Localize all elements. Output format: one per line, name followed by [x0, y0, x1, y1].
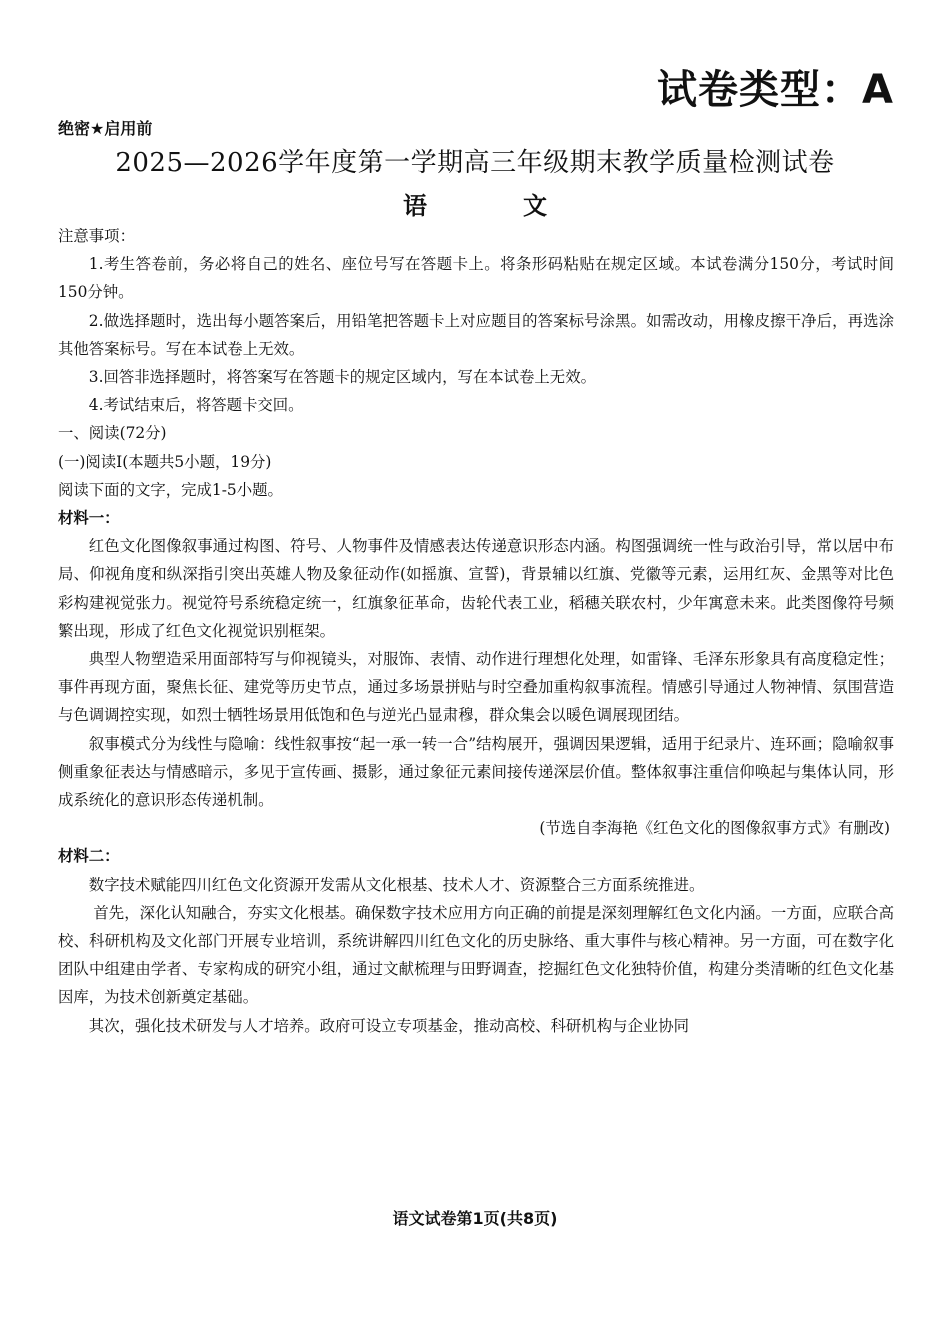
subject-char-1: 语	[403, 192, 427, 220]
section-part-heading: 一、阅读(72分)	[58, 424, 167, 443]
section-instruction: 阅读下面的文字，完成1-5小题。	[58, 480, 283, 499]
material-1-paragraph-3: 叙事模式分为线性与隐喻：线性叙事按“起一承一转一合”结构展开，强调因果逻辑，适用于纪录片、连环画；隐喻叙事侧重象征表达与情感暗示，多见于宣传画、摄影，通过象征元素间接传递深层价值。整体叙事注重信仰唤起与集体认同，形成系统化的意识形态传递机制。	[58, 734, 894, 810]
notice-item-4: 4.考试结束后，将答题卡交回。	[88, 396, 304, 415]
material-1-paragraph-2: 典型人物塑造采用面部特写与仰视镜头，对服饰、表情、动作进行理想化处理，如雷锋、毛泽东形象具有高度稳定性；事件再现方面，聚焦长征、建党等历史节点，通过多场景拼贴与时空叠加重构叙事流程。情感引导通过人物神情、氛围营造与色调调控实现，如烈士牺牲场景用低饱和色与逆光凸显肃穆，群众集会以暖色调展现团结。	[58, 650, 894, 725]
paper-type-label: 试卷类型：A	[657, 67, 894, 113]
notice-item-2: 2.做选择题时，选出每小题答案后，用铅笔把答题卡上对应题目的答案标号涂黑。如需改动，用橡皮擦干净后，再选涂其他答案标号。写在本试卷上无效。	[58, 311, 894, 358]
notice-item-3: 3.回答非选择题时，将答案写在答题卡的规定区域内，写在本试卷上无效。	[88, 368, 596, 387]
material-1-label: 材料一：	[58, 509, 120, 528]
subject-char-2: 文	[523, 192, 547, 220]
material-1-source: (节选自李海艳《红色文化的图像叙事方式》有删改)	[539, 819, 890, 838]
material-2-paragraph-3: 其次，强化技术研发与人才培养。政府可设立专项基金，推动高校、科研机构与企业协同	[88, 1016, 690, 1035]
material-2-paragraph-2: 首先，深化认知融合，夯实文化根基。确保数字技术应用方向正确的前提是深刻理解红色文化内涵。一方面，应联合高校、科研机构及文化部门开展专业培训，系统讲解四川红色文化的历史脉络、重大事件与核心精神。另一方面，可在数字化团队中组建由学者、专家构成的研究小组，通过文献梳理与田野调查，挖掘红色文化独特价值，构建分类清晰的红色文化基因库，为技术创新奠定基础。	[58, 903, 894, 1007]
material-1-paragraph-1: 红色文化图像叙事通过构图、符号、人物事件及情感表达传递意识形态内涵。构图强调统一性与政治引导，常以居中布局、仰视角度和纵深指引突出英雄人物及象征动作(如摇旗、宣誓)，背景辅以红旗、党徽等元素，运用红灰、金黑等对比色彩构建视觉张力。视觉符号系统稳定统一，红旗象征革命，齿轮代表工业，稻穗关联农村，少年寓意未来。此类图像符号频繁出现，形成了红色文化视觉识别框架。	[58, 537, 894, 640]
material-2-paragraph-1: 数字技术赋能四川红色文化资源开发需从文化根基、技术人才、资源整合三方面系统推进。	[88, 875, 705, 894]
page-footer: 语文试卷第1页(共8页)	[392, 1209, 558, 1228]
notice-item-1: 1.考生答卷前，务必将自己的姓名、座位号写在答题卡上。将条形码粘贴在规定区域。本试卷满分150分，考试时间150分钟。	[58, 255, 894, 302]
exam-title: 2025—2026学年度第一学期高三年级期末教学质量检测试卷	[115, 148, 835, 178]
exam-body	[58, 222, 894, 1040]
section-sub-heading: (一)阅读Ⅰ(本题共5小题，19分)	[58, 452, 272, 471]
subject-title	[0, 186, 950, 221]
confidential-mark: 绝密★启用前	[58, 119, 153, 138]
material-2-label: 材料二：	[58, 847, 120, 866]
notice-heading: 注意事项：	[58, 227, 135, 245]
